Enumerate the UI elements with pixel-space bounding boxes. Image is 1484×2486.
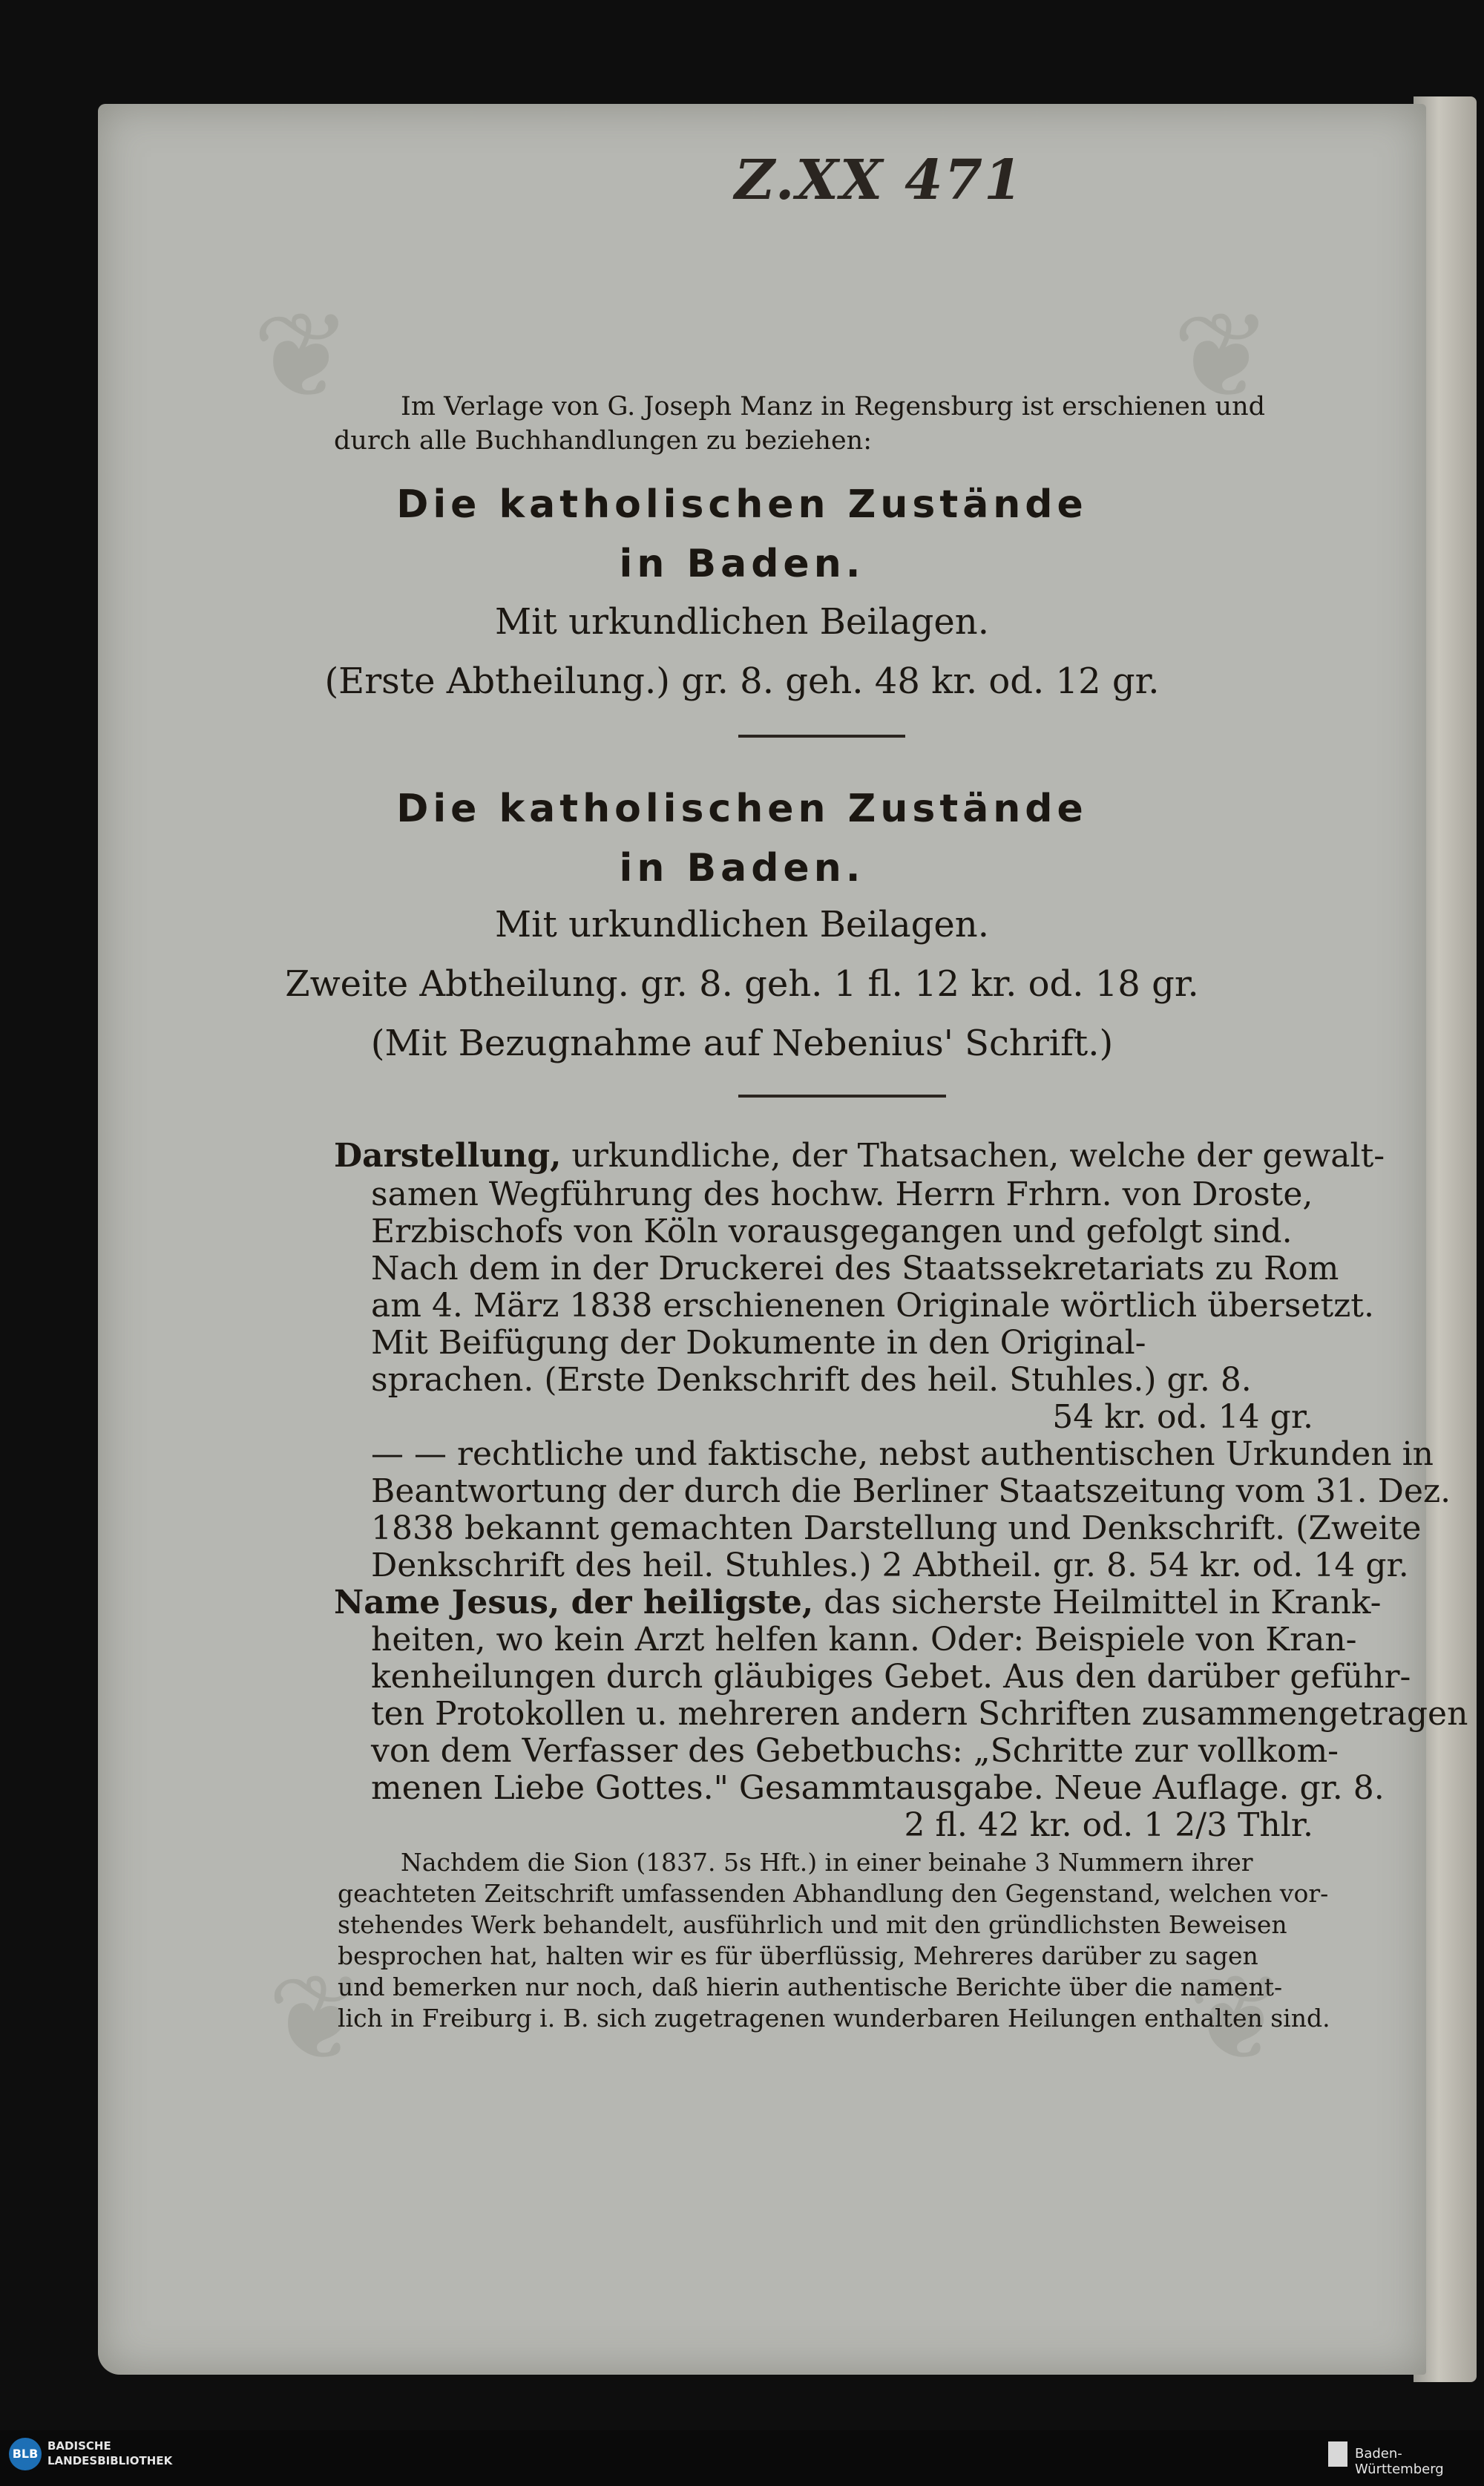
bw-name[interactable]: Baden-Württemberg xyxy=(1355,2446,1444,2477)
book2-subtitle: Mit urkundlichen Beilagen. xyxy=(495,904,989,945)
ornament-bottom-right: ❦ xyxy=(1187,1949,1287,2087)
review-line: stehendes Werk behandelt, ausführlich und mit den gründlichsten Beweisen xyxy=(338,1910,1287,1939)
ornament-top-left: ❦ xyxy=(252,286,352,425)
entry3-line: kenheilungen durch gläubiges Gebet. Aus den darüber geführ- xyxy=(371,1658,1411,1696)
entry3-line: menen Liebe Gottes." Gesammtausgabe. Neue Auflage. gr. 8. xyxy=(371,1769,1385,1807)
entry1-line: am 4. März 1838 erschienenen Originale wörtlich übersetzt. xyxy=(371,1287,1374,1325)
blb-line-1: BADISCHE xyxy=(47,2439,111,2453)
intro-line-1: Im Verlage von G. Joseph Manz in Regensburg ist erschienen und xyxy=(401,392,1266,422)
divider-1 xyxy=(738,735,905,738)
review-line: lich in Freiburg i. B. sich zugetragenen wunderbaren Heilungen enthalten sind. xyxy=(338,2004,1330,2033)
book2-note: (Mit Bezugnahme auf Nebenius' Schrift.) xyxy=(370,1023,1114,1064)
entry2-line: — — rechtliche und faktische, nebst authentischen Urkunden in xyxy=(371,1435,1434,1473)
book1-place: in Baden. xyxy=(619,542,865,586)
entry2-line: 1838 bekannt gemachten Darstellung und Denkschrift. (Zweite xyxy=(371,1509,1422,1547)
review-line: Nachdem die Sion (1837. 5s Hft.) in einer beinahe 3 Nummern ihrer xyxy=(401,1848,1253,1877)
ornament-bottom-left: ❦ xyxy=(267,1949,367,2087)
entry3-first: das sicherste Heilmittel in Krank- xyxy=(813,1584,1382,1621)
entry1-first-line xyxy=(334,1137,1385,1175)
intro-line-2: durch alle Buchhandlungen zu beziehen: xyxy=(334,426,873,456)
shelfmark: Z.XX 471 xyxy=(735,148,1024,212)
blb-line-2: LANDESBIBLIOTHEK xyxy=(47,2454,173,2467)
book2-place: in Baden. xyxy=(619,846,865,891)
entry2-line: Beantwortung der durch die Berliner Staatszeitung vom 31. Dez. xyxy=(371,1472,1451,1510)
divider-2 xyxy=(738,1095,946,1098)
blb-logo-icon[interactable]: BLB xyxy=(9,2438,42,2470)
entry1-line: sprachen. (Erste Denkschrift des heil. Stuhles.) gr. 8. xyxy=(371,1361,1252,1399)
book2-title: Die katholischen Zustände xyxy=(396,787,1088,831)
review-line: geachteten Zeitschrift umfassenden Abhandlung den Gegenstand, welchen vor- xyxy=(338,1879,1329,1908)
book2-info: Zweite Abtheilung. gr. 8. geh. 1 fl. 12 kr. od. 18 gr. xyxy=(285,963,1199,1005)
ornament-top-right: ❦ xyxy=(1172,286,1273,425)
entry1-line: Erzbischofs von Köln vorausgegangen und gefolgt sind. xyxy=(371,1213,1293,1250)
entry3-first-line xyxy=(334,1584,1382,1621)
entry3-line: ten Protokollen u. mehreren andern Schriften zusammengetragen xyxy=(371,1695,1468,1733)
entry3-line: von dem Verfasser des Gebetbuchs: „Schritte zur vollkom- xyxy=(371,1732,1339,1770)
book1-subtitle: Mit urkundlichen Beilagen. xyxy=(495,601,989,643)
bw-crest-icon xyxy=(1328,2441,1347,2467)
entry1-head: Darstellung, xyxy=(334,1137,562,1175)
entry1-line: samen Wegführung des hochw. Herrn Frhrn. von Droste, xyxy=(371,1175,1313,1213)
entry1-line: Mit Beifügung der Dokumente in den Original- xyxy=(371,1324,1146,1362)
entry1-line: Nach dem in der Druckerei des Staatssekretariats zu Rom xyxy=(371,1250,1339,1288)
entry1-first: urkundliche, der Thatsachen, welche der gewalt- xyxy=(561,1137,1385,1175)
entry2-line: Denkschrift des heil. Stuhles.) 2 Abtheil. gr. 8. 54 kr. od. 14 gr. xyxy=(371,1547,1409,1584)
review-line: besprochen hat, halten wir es für überflüssig, Mehreres darüber zu sagen xyxy=(338,1941,1258,1970)
review-line: und bemerken nur noch, daß hierin authentische Berichte über die nament- xyxy=(338,1972,1283,2001)
entry1-price: 54 kr. od. 14 gr. xyxy=(1052,1398,1313,1436)
book1-title: Die katholischen Zustände xyxy=(396,482,1088,527)
blb-name[interactable] xyxy=(47,2439,172,2468)
footer-bar xyxy=(0,2430,1484,2486)
entry3-price: 2 fl. 42 kr. od. 1 2/3 Thlr. xyxy=(904,1806,1313,1844)
entry3-line: heiten, wo kein Arzt helfen kann. Oder: Beispiele von Kran- xyxy=(371,1621,1357,1659)
book1-info: (Erste Abtheilung.) gr. 8. geh. 48 kr. od. 12 gr. xyxy=(324,660,1160,702)
entry3-head: Name Jesus, der heiligste, xyxy=(334,1584,814,1621)
